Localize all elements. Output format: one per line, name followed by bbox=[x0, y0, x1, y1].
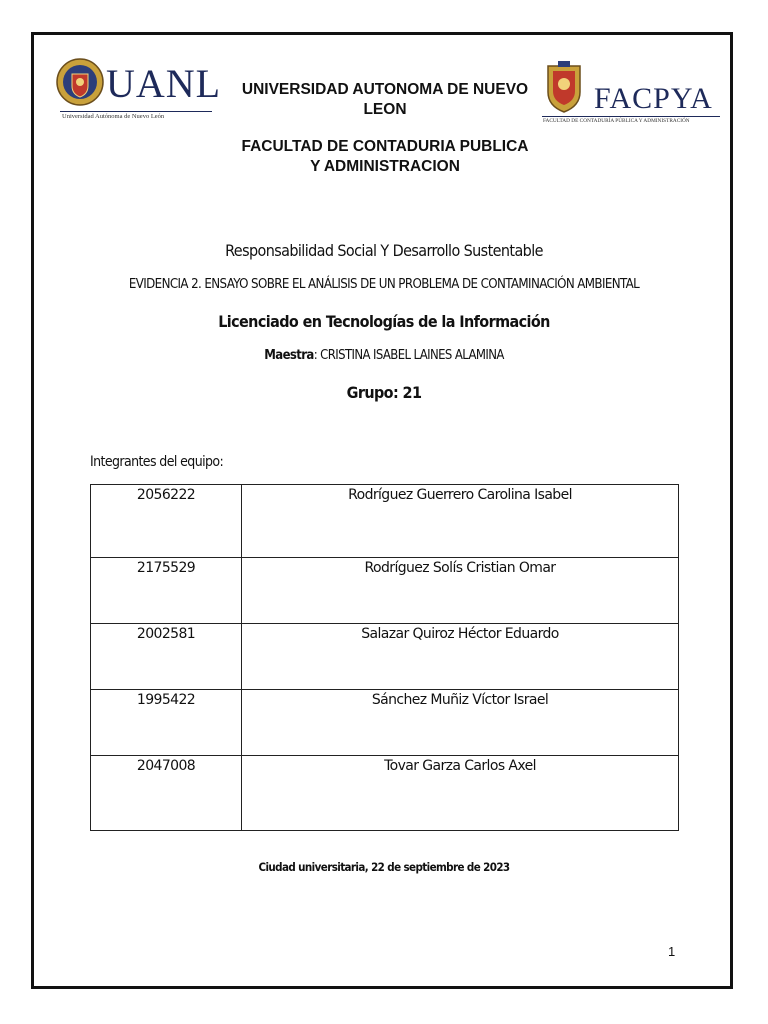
table-row bbox=[91, 485, 679, 558]
member-name: Rodríguez Guerrero Carolina Isabel bbox=[242, 485, 679, 558]
table-row bbox=[91, 756, 679, 831]
course-title: Responsabilidad Social Y Desarrollo Sustentable bbox=[225, 241, 543, 260]
member-id: 1995422 bbox=[91, 690, 242, 756]
table-row bbox=[91, 690, 679, 756]
evidence-title: EVIDENCIA 2. ENSAYO SOBRE EL ANÁLISIS DE UN PROBLEMA DE CONTAMINACIÓN AMBIENTAL bbox=[128, 277, 640, 292]
facpya-shield-icon bbox=[544, 60, 584, 114]
member-id: 2175529 bbox=[91, 558, 242, 624]
uanl-logo-text: UANL bbox=[106, 61, 222, 106]
uanl-logo bbox=[52, 56, 222, 128]
place-date: Ciudad universitaria, 22 de septiembre de 2023 bbox=[258, 860, 510, 874]
member-id: 2047008 bbox=[91, 756, 242, 831]
member-name: Sánchez Muñiz Víctor Israel bbox=[242, 690, 679, 756]
member-name: Salazar Quiroz Héctor Eduardo bbox=[242, 624, 679, 690]
uanl-logo-subtitle: Universidad Autónoma de Nuevo León bbox=[62, 113, 165, 120]
members-label: Integrantes del equipo: bbox=[90, 454, 224, 470]
teacher-label: Maestra bbox=[264, 348, 314, 363]
member-name: Tovar Garza Carlos Axel bbox=[242, 756, 679, 831]
member-id: 2002581 bbox=[91, 624, 242, 690]
facpya-logo-rule bbox=[542, 116, 720, 117]
facpya-logo-text: FACPYA bbox=[594, 82, 713, 115]
uanl-logo-rule bbox=[60, 111, 212, 112]
teacher-line bbox=[0, 348, 768, 363]
facpya-logo-subtitle: FACULTAD DE CONTADURÍA PÚBLICA Y ADMINISTRACIÓN bbox=[543, 118, 690, 124]
table-row bbox=[91, 624, 679, 690]
degree-title: Licenciado en Tecnologías de la Información bbox=[218, 312, 550, 331]
faculty-title: FACULTAD DE CONTADURIA PUBLICA Y ADMINISTRACION bbox=[241, 138, 529, 175]
member-name: Rodríguez Solís Cristian Omar bbox=[242, 558, 679, 624]
page-number: 1 bbox=[668, 944, 676, 959]
table-row bbox=[91, 558, 679, 624]
teacher-name: : CRISTINA ISABEL LAINES ALAMINA bbox=[313, 348, 504, 363]
member-id: 2056222 bbox=[91, 485, 242, 558]
university-title: UNIVERSIDAD AUTONOMA DE NUEVO LEON bbox=[241, 81, 529, 118]
group-label: Grupo: 21 bbox=[346, 383, 422, 402]
members-table bbox=[90, 484, 679, 831]
uanl-shield-icon bbox=[56, 56, 104, 108]
facpya-logo bbox=[540, 60, 720, 130]
